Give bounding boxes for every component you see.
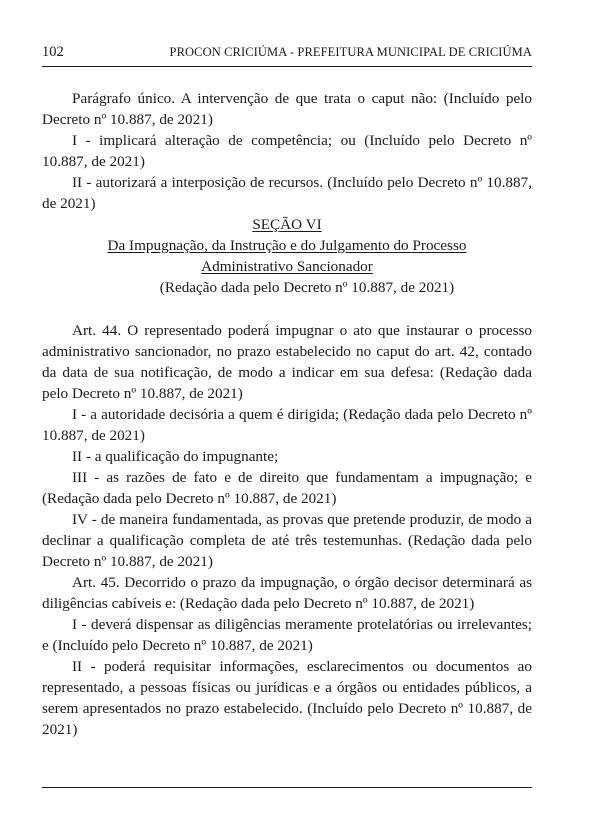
document-body [42, 88, 532, 740]
section-subtitle-line-2 [42, 256, 532, 277]
paragraph-unico: Parágrafo único. A intervenção de que trata o caput não: (Incluído pelo Decreto nº 10.887, de 2021) [42, 90, 532, 128]
item-i: I - implicará alteração de competência; ou (Incluído pelo Decreto nº 10.887, de 2021) [42, 132, 532, 170]
article-45: Art. 45. Decorrido o prazo da impugnação, o órgão decisor determinará as diligências cabíveis e: (Redação dada pelo Decreto nº 10.887, de 2021) [42, 574, 532, 612]
blank-line [42, 298, 532, 320]
article-45-item-i: I - deverá dispensar as diligências meramente protelatórias ou irrelevantes; e (Incluído pelo Decreto nº 10.887, de 2021) [42, 616, 532, 654]
footer-rule [42, 787, 532, 788]
article-44-item-iii: III - as razões de fato e de direito que fundamentam a impugnação; e (Redação dada pelo Decreto nº 10.887, de 2021) [42, 469, 532, 507]
section-subtitle-text-1: Da Impugnação, da Instrução e do Julgamento do Processo [107, 237, 467, 254]
running-head: PROCON CRICIÚMA - PREFEITURA MUNICIPAL DE CRICIÚMA [169, 45, 532, 59]
section-note: (Redação dada pelo Decreto nº 10.887, de 2021) [159, 279, 455, 296]
article-44-item-iv: IV - de maneira fundamentada, as provas que pretende produzir, de modo a declinar a qualificação completa de até três testemunhas. (Redação dada pelo Decreto nº 10.887, de 2021) [42, 511, 532, 570]
page-number: 102 [42, 44, 64, 60]
article-45-item-ii: II - poderá requisitar informações, esclarecimentos ou documentos ao representado, a pessoas físicas ou jurídicas e a órgãos ou entidades públicos, a serem apresentados no prazo estabelecido. (Incluído pelo Decreto nº 10.887, de 2021) [42, 658, 532, 738]
section-subtitle-text-2: Administrativo Sancionador [201, 258, 373, 275]
article-44-item-ii: II - a qualificação do impugnante; [72, 448, 279, 465]
section-title [42, 214, 532, 235]
article-44-item-i: I - a autoridade decisória a quem é dirigida; (Redação dada pelo Decreto nº 10.887, de 2021) [42, 406, 532, 444]
article-44: Art. 44. O representado poderá impugnar o ato que instaurar o processo administrativo sancionador, no prazo estabelecido no caput do art. 42, contado da data de sua notificação, de modo a indicar em sua defesa: (Redação dada pelo Decreto nº 10.887, de 2021) [42, 322, 532, 402]
page-header [42, 44, 532, 67]
section-subtitle-line-1 [42, 235, 532, 256]
section-title-text: SEÇÃO VI [252, 216, 322, 233]
item-ii: II - autorizará a interposição de recursos. (Incluído pelo Decreto nº 10.887, de 2021) [42, 174, 532, 212]
